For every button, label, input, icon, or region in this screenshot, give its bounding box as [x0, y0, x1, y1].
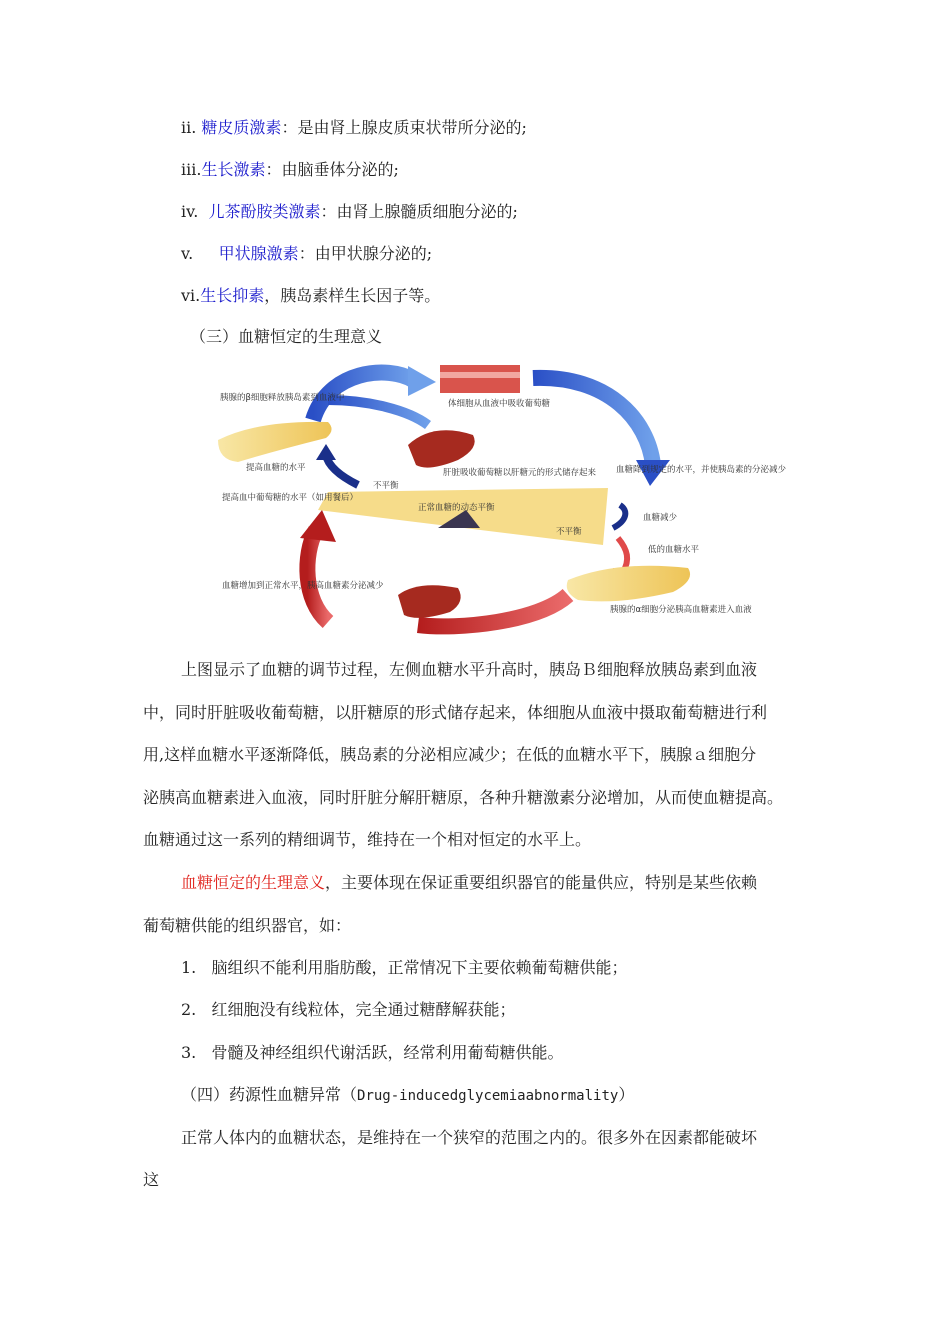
section-heading-close: ） — [618, 1085, 635, 1104]
hormone-desc: ，胰岛素样生长因子等。 — [264, 286, 441, 305]
paragraph-line: 这 — [143, 1170, 160, 1189]
list-text: 红细胞没有线粒体，完全通过糖酵解获能； — [211, 1000, 516, 1019]
blood-glucose-regulation-diagram — [218, 360, 787, 640]
paragraph-line: 上图显示了血糖的调节过程，左侧血糖水平升高时，胰岛Ｂ细胞释放胰岛素到血液 — [181, 660, 758, 679]
rise-arrow — [307, 530, 328, 622]
hormone-term: 甲状腺激素 — [218, 244, 299, 263]
list-item — [181, 202, 518, 222]
hormone-desc: ：由甲状腺分泌的; — [298, 244, 433, 263]
pancreas-image — [567, 566, 690, 602]
diagram-label: 血糖降到规定的水平，并使胰岛素的分泌减少 — [616, 465, 787, 475]
diagram-label: 不平衡 — [373, 481, 399, 491]
paragraph-text: ，主要体现在保证重要组织器官的能量供应，特别是某些依赖 — [325, 873, 758, 892]
list-text: 脑组织不能利用脂肪酸，正常情况下主要依赖葡萄糖供能； — [211, 958, 628, 977]
insulin-arrow-head — [408, 366, 436, 396]
diagram-label: 提高血糖的水平 — [246, 463, 306, 473]
hormone-term: 儿茶酚胺类激素 — [208, 202, 321, 221]
list-number: 3. — [181, 1043, 197, 1062]
list-number: 1. — [181, 958, 197, 977]
liver-arrow — [328, 400, 428, 425]
diagram-label: 肝脏吸收葡萄糖以肝糖元的形式储存起来 — [443, 468, 597, 478]
section-heading-en: Drug-inducedglycemiaabnormality — [357, 1088, 619, 1104]
raise-arrow-head — [316, 444, 336, 460]
list-item — [181, 1043, 564, 1063]
list-item — [181, 286, 440, 306]
list-number: iii. — [181, 160, 202, 179]
list-number: v. — [181, 244, 194, 263]
section-heading: （三）血糖恒定的生理意义 — [190, 327, 383, 346]
body-cells-image — [440, 365, 520, 393]
paragraph-line — [181, 873, 757, 893]
diagram-label: 血糖增加到正常水平，胰高血糖素分泌减少 — [222, 581, 384, 591]
list-item — [181, 160, 399, 180]
paragraph-line: 血糖通过这一系列的精细调节，维持在一个相对恒定的水平上。 — [143, 830, 592, 849]
diagram-label: 提高血中葡萄糖的水平（如用餐后） — [222, 493, 359, 503]
hormone-desc: ：由肾上腺髓质细胞分泌的; — [320, 202, 518, 221]
highlight-term: 血糖恒定的生理意义 — [181, 873, 326, 892]
list-item — [181, 1000, 516, 1020]
section-heading — [181, 1085, 634, 1106]
list-item — [181, 244, 432, 264]
body-cells-arrow — [533, 378, 653, 465]
pancreas-image — [218, 422, 332, 462]
diagram-label: 正常血糖的动态平衡 — [418, 503, 495, 513]
diagram-label: 体细胞从血液中吸收葡萄糖 — [448, 399, 551, 409]
hormone-term: 生长激素 — [201, 160, 266, 179]
list-item — [181, 958, 628, 978]
paragraph-line: 正常人体内的血糖状态，是维持在一个狭窄的范围之内的。很多外在因素都能破坏 — [181, 1128, 758, 1147]
diagram-label: 低的血糖水平 — [648, 545, 700, 555]
paragraph-line: 用,这样血糖水平逐渐降低，胰岛素的分泌相应减少；在低的血糖水平下，胰腺ａ细胞分 — [143, 745, 757, 764]
hormone-desc: ：由脑垂体分泌的; — [265, 160, 399, 179]
paragraph-line: 葡萄糖供能的组织器官，如： — [143, 916, 352, 935]
diagram-label: 胰腺的β细胞释放胰岛素到血液中 — [220, 393, 345, 403]
diagram-label: 胰腺的α细胞分泌胰高血糖素进入血液 — [610, 605, 752, 615]
liver-image — [398, 585, 461, 618]
paragraph-line: 中，同时肝脏吸收葡萄糖，以肝糖原的形式储存起来，体细胞从血液中摄取葡萄糖进行利 — [143, 703, 768, 722]
hormone-term: 糖皮质激素 — [201, 118, 282, 137]
paragraph-line: 泌胰高血糖素进入血液，同时肝脏分解肝糖原，各种升糖激素分泌增加，从而使血糖提高。 — [143, 788, 784, 807]
list-number: iv. — [181, 202, 199, 221]
liver-image — [408, 430, 475, 467]
list-text: 骨髓及神经组织代谢活跃，经常利用葡萄糖供能。 — [211, 1043, 564, 1062]
list-item — [181, 118, 527, 138]
diagram-label: 血糖减少 — [643, 513, 678, 523]
rise-arrow-head — [300, 510, 336, 542]
glucose-drop-arrow — [613, 505, 625, 528]
hormone-term: 生长抑素 — [200, 286, 265, 305]
hormone-desc: ：是由肾上腺皮质束状带所分泌的; — [281, 118, 527, 137]
list-number: vi. — [181, 286, 201, 305]
section-heading-cn: （四）药源性血糖异常（ — [181, 1085, 358, 1104]
list-number: 2. — [181, 1000, 197, 1019]
list-number: ii. — [181, 118, 197, 137]
diagram-label: 不平衡 — [556, 527, 582, 537]
